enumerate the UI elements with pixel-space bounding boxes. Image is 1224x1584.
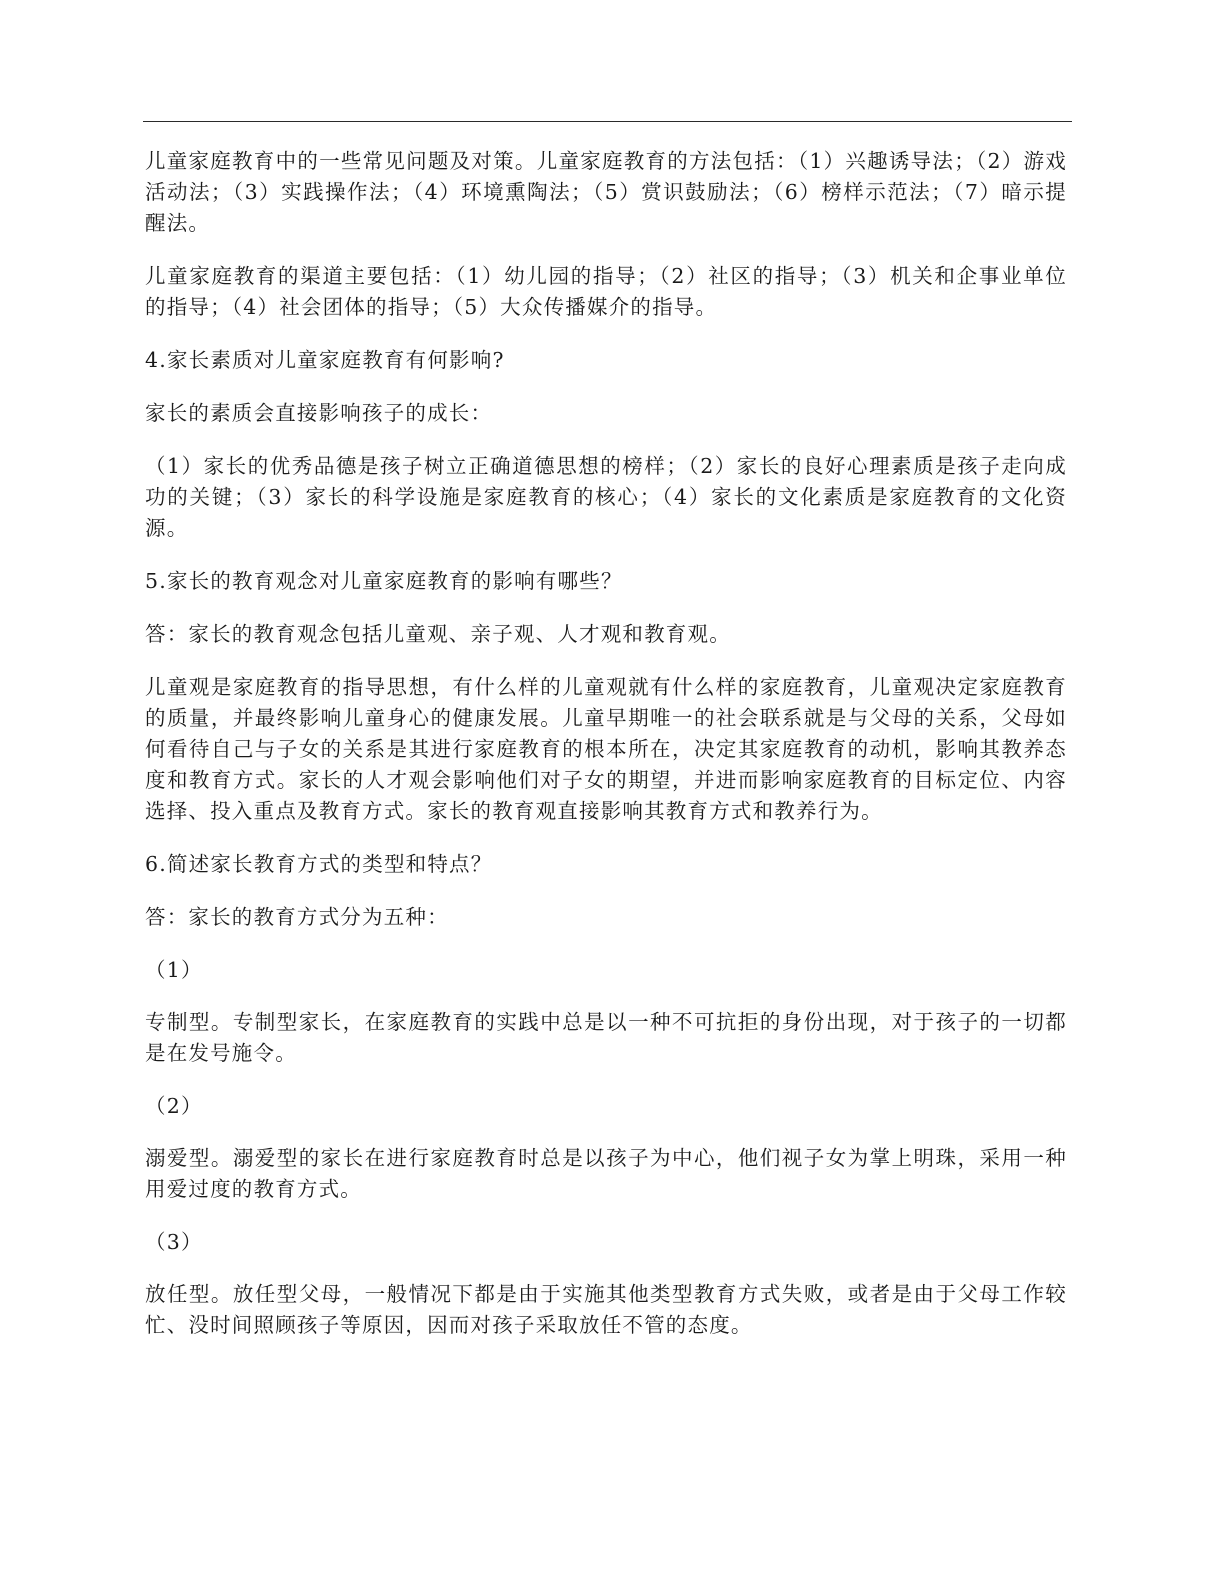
question-6-heading: 6.简述家长教育方式的类型和特点？ (145, 852, 493, 876)
question-4-heading: 4.家长素质对儿童家庭教育有何影响? (145, 348, 505, 372)
question-5-heading: 5.家长的教育观念对儿童家庭教育的影响有哪些？ (145, 569, 623, 593)
paragraph-parent-quality-intro: 家长的素质会直接影响孩子的成长： (145, 401, 493, 425)
paragraph-authoritarian-type: 专制型。专制型家长，在家庭教育的实践中总是以一种不可抗拒的身份出现，对于孩子的一切都是在发号施令。 (145, 1010, 1067, 1065)
paragraph-answer-5-body: 儿童观是家庭教育的指导思想，有什么样的儿童观就有什么样的家庭教育，儿童观决定家庭教育的质量，并最终影响儿童身心的健康发展。儿童早期唯一的社会联系就是与父母的关系，父母如何看待自己与子女的关系是其进行家庭教育的根本所在，决定其家庭教育的动机，影响其教养态度和教育方式。家长的人才观会影响他们对子女的期望，并进而影响家庭教育的目标定位、内容选择、投入重点及教育方式。家长的教育观直接影响其教育方式和教养行为。 (145, 675, 1067, 823)
document-body (145, 146, 1067, 1363)
paragraph-doting-type: 溺爱型。溺爱型的家长在进行家庭教育时总是以孩子为中心，他们视子女为掌上明珠，采用一种用爱过度的教育方式。 (145, 1146, 1067, 1201)
paragraph-permissive-type: 放任型。放任型父母，一般情况下都是由于实施其他类型教育方式失败，或者是由于父母工作较忙、没时间照顾孩子等原因，因而对孩子采取放任不管的态度。 (145, 1282, 1067, 1337)
paragraph-parent-quality-list: （1）家长的优秀品德是孩子树立正确道德思想的榜样；（2）家长的良好心理素质是孩子走向成功的关键；（3）家长的科学设施是家庭教育的核心；（4）家长的文化素质是家庭教育的文化资源。 (145, 454, 1067, 540)
list-marker-1: （1） (145, 958, 203, 982)
header-rule (143, 121, 1072, 122)
list-marker-3: （3） (145, 1230, 203, 1254)
paragraph-methods: 儿童家庭教育中的一些常见问题及对策。儿童家庭教育的方法包括：（1）兴趣诱导法；（2）游戏活动法；（3）实践操作法；（4）环境熏陶法；（5）赏识鼓励法；（6）榜样示范法；（7）暗示提醒法。 (145, 149, 1067, 235)
paragraph-answer-6-intro: 答：家长的教育方式分为五种： (145, 905, 449, 929)
paragraph-answer-5-intro: 答：家长的教育观念包括儿童观、亲子观、人才观和教育观。 (145, 622, 731, 646)
paragraph-channels: 儿童家庭教育的渠道主要包括：（1）幼儿园的指导；（2）社区的指导；（3）机关和企事业单位的指导；（4）社会团体的指导；（5）大众传播媒介的指导。 (145, 264, 1067, 319)
list-marker-2: （2） (145, 1094, 203, 1118)
